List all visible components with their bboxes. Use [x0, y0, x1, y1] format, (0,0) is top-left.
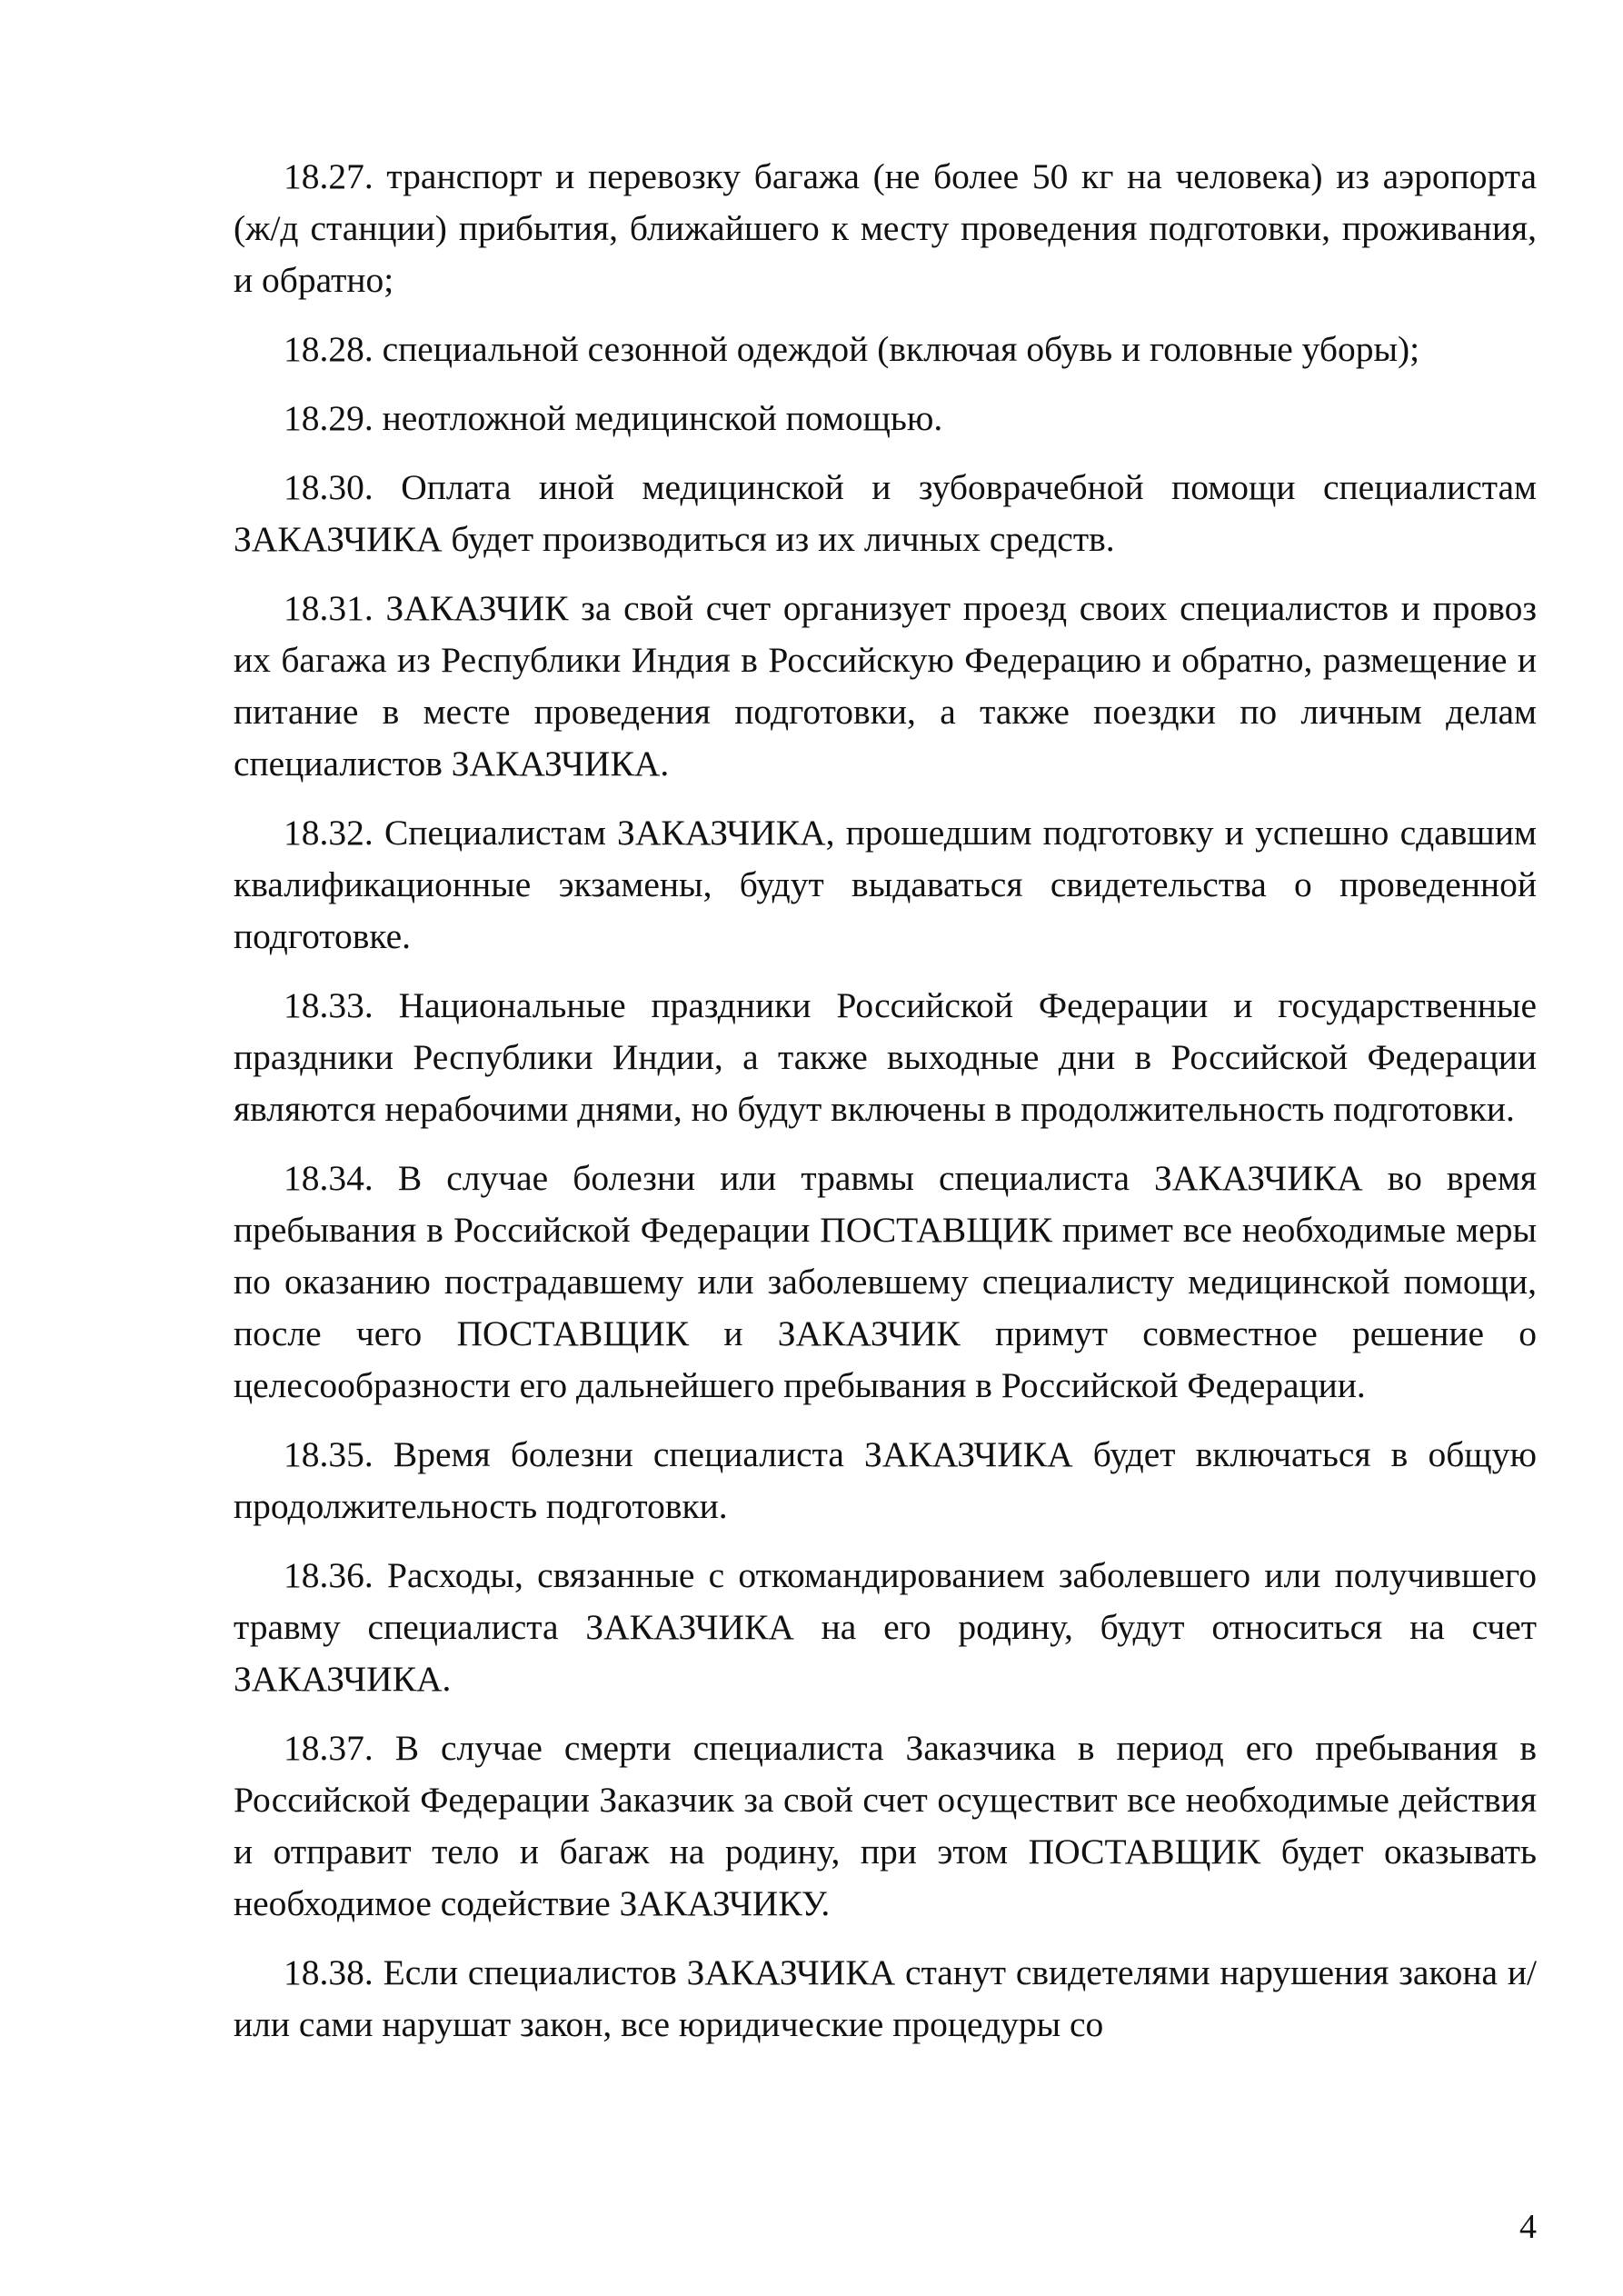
paragraph-18-35: 18.35. Время болезни специалиста ЗАКАЗЧИКА будет включаться в общую продолжительность подготовки.	[234, 1434, 1537, 1526]
page-number: 4	[1519, 2208, 1537, 2246]
paragraph-18-34: 18.34. В случае болезни или травмы специалиста ЗАКАЗЧИКА во время пребывания в Российской Федерации ПОСТАВЩИК примет все необходимые меры по оказанию пострадавшему или заболевшему специалисту медицинской помощи, после чего ПОСТАВЩИК и ЗАКАЗЧИК примут совместное решение о целесообразности его дальнейшего пребывания в Российской Федерации.	[234, 1158, 1537, 1405]
paragraph-18-31: 18.31. ЗАКАЗЧИК за свой счет организует проезд своих специалистов и провоз их багажа из Республики Индия в Российскую Федерацию и обратно, размещение и питание в месте проведения подготовки, а также поездки по личным делам специалистов ЗАКАЗЧИКА.	[234, 588, 1537, 784]
paragraph-18-29: 18.29. неотложной медицинской помощью.	[284, 398, 943, 438]
paragraph-18-30: 18.30. Оплата иной медицинской и зубоврачебной помощи специалистам ЗАКАЗЧИКА будет производиться из их личных средств.	[234, 467, 1537, 559]
paragraph-18-33: 18.33. Национальные праздники Российской Федерации и государственные праздники Республики Индии, а также выходные дни в Российской Федерации являются нерабочими днями, но будут включены в продолжительность подготовки.	[234, 985, 1537, 1129]
paragraph-18-38: 18.38. Если специалистов ЗАКАЗЧИКА станут свидетелями нарушения закона и/или сами нарушат закон, все юридические процедуры со	[234, 1952, 1537, 2044]
document-body	[234, 151, 1537, 2068]
paragraph-18-37: 18.37. В случае смерти специалиста Заказчика в период его пребывания в Российской Федерации Заказчик за свой счет осуществит все необходимые действия и отправит тело и багаж на родину, при этом ПОСТАВЩИК будет оказывать необходимое содействие ЗАКАЗЧИКУ.	[234, 1728, 1537, 1923]
paragraph-18-28: 18.28. специальной сезонной одеждой (включая обувь и головные уборы);	[284, 329, 1420, 369]
paragraph-18-36: 18.36. Расходы, связанные с откомандированием заболевшего или получившего травму специалиста ЗАКАЗЧИКА на его родину, будут относиться на счет ЗАКАЗЧИКА.	[234, 1555, 1537, 1699]
paragraph-18-27: 18.27. транспорт и перевозку багажа (не более 50 кг на человека) из аэропорта (ж/д станции) прибытия, ближайшего к месту проведения подготовки, проживания, и обратно;	[234, 156, 1537, 300]
paragraph-18-32: 18.32. Специалистам ЗАКАЗЧИКА, прошедшим подготовку и успешно сдавшим квалификационные экзамены, будут выдаваться свидетельства о проведенной подготовке.	[234, 813, 1537, 956]
